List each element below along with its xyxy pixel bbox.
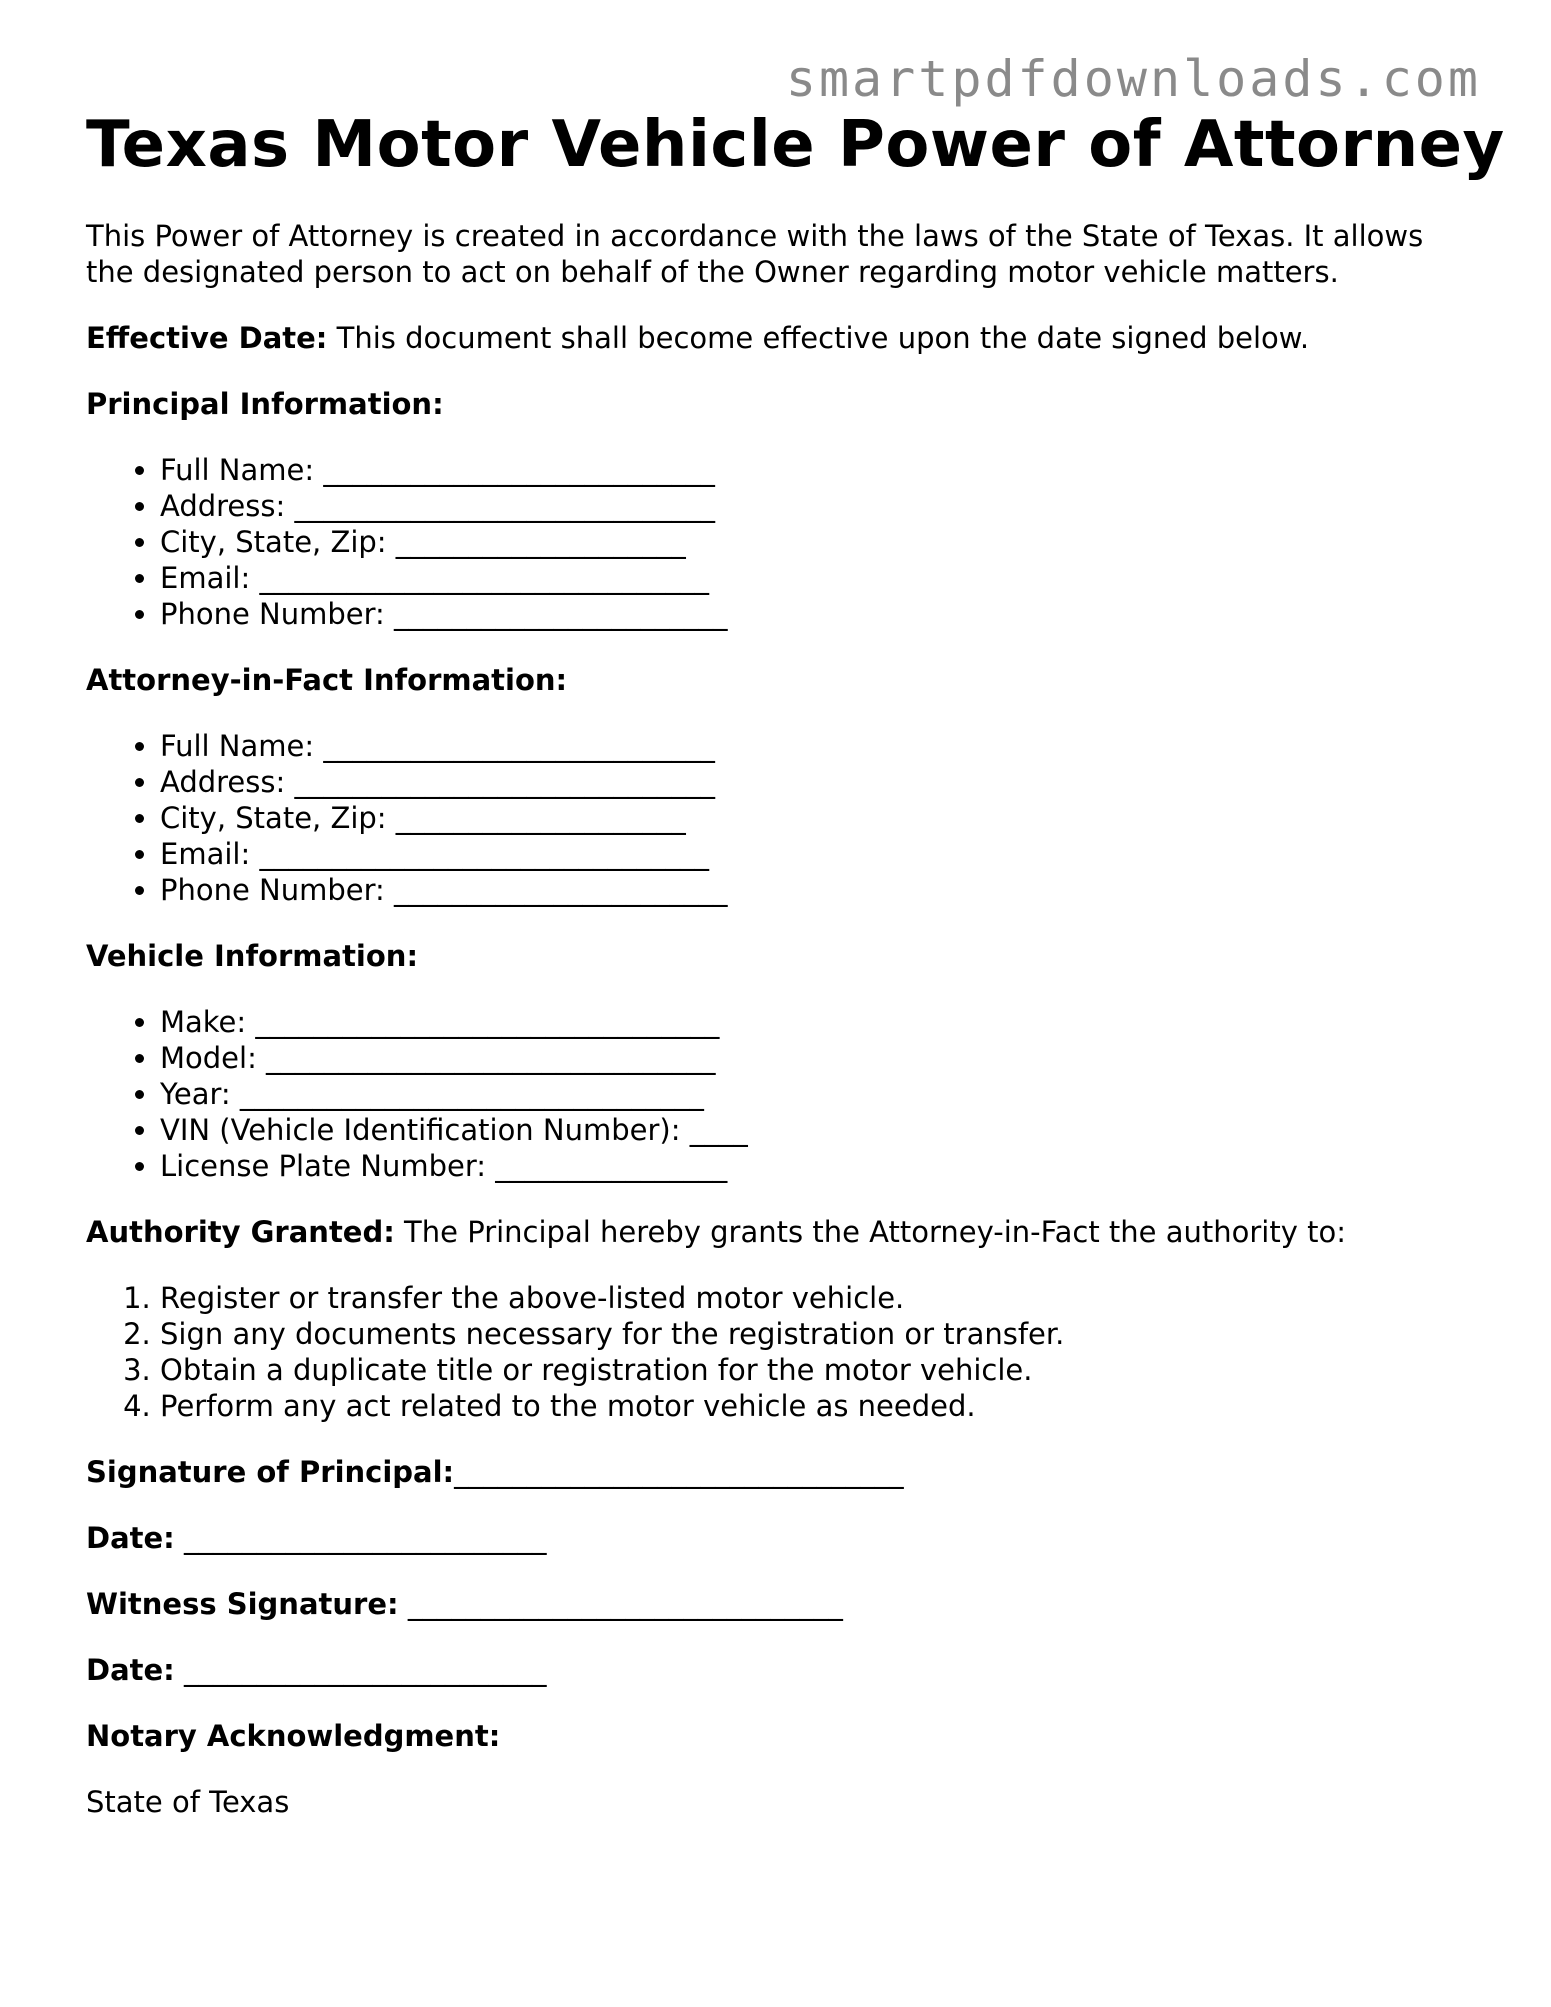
principal-city-state-zip-field: • City, State, Zip: ____________________ — [160, 524, 1426, 560]
principal-full-name-field: • Full Name: ___________________________ — [160, 452, 1426, 488]
principal-phone-field: • Phone Number: _______________________ — [160, 596, 1426, 632]
attorney-city-state-zip-field: • City, State, Zip: ____________________ — [160, 800, 1426, 836]
authority-paragraph — [86, 1214, 1426, 1250]
notary-state: State of Texas — [86, 1785, 290, 1819]
vehicle-make-field: • Make: ________________________________ — [160, 1004, 1426, 1040]
intro-paragraph: This Power of Attorney is created in accordance with the laws of the State of Texas. It allows the designated person to act on behalf of the Owner regarding motor vehicle matters. — [86, 219, 1424, 289]
authority-item: 2. Sign any documents necessary for the registration or transfer. — [160, 1316, 1426, 1352]
effective-date-text: This document shall become effective upon the date signed below. — [327, 321, 1310, 355]
vehicle-vin-field: • VIN (Vehicle Identification Number): ____ — [160, 1112, 1426, 1148]
vehicle-heading — [86, 938, 1426, 974]
principal-fields — [86, 452, 1426, 632]
authority-item: 3. Obtain a duplicate title or registration for the motor vehicle. — [160, 1352, 1426, 1388]
document-title: Texas Motor Vehicle Power of Attorney — [86, 108, 1505, 182]
principal-date-label: Date: — [86, 1521, 175, 1555]
principal-address-field: • Address: _____________________________ — [160, 488, 1426, 524]
witness-date-blank: _________________________ — [174, 1653, 547, 1687]
authority-item: 1. Register or transfer the above-listed motor vehicle. — [160, 1280, 1426, 1316]
authority-list — [86, 1280, 1426, 1424]
authority-text: The Principal hereby grants the Attorney-in-Fact the authority to: — [394, 1215, 1346, 1249]
principal-date-blank: _________________________ — [174, 1521, 547, 1555]
witness-signature-line — [86, 1586, 1426, 1622]
witness-date-label: Date: — [86, 1653, 175, 1687]
vehicle-heading-text: Vehicle Information: — [86, 939, 419, 973]
vehicle-license-plate-field: • License Plate Number: ________________ — [160, 1148, 1426, 1184]
vehicle-model-field: • Model: _______________________________ — [160, 1040, 1426, 1076]
attorney-fields — [86, 728, 1426, 908]
principal-heading-text: Principal Information: — [86, 387, 444, 421]
witness-signature-blank: ______________________________ — [398, 1587, 843, 1621]
principal-heading — [86, 386, 1426, 422]
authority-label: Authority Granted: — [86, 1215, 395, 1249]
attorney-heading-text: Attorney-in-Fact Information: — [86, 663, 568, 697]
vehicle-fields — [86, 1004, 1426, 1184]
effective-date-paragraph — [86, 320, 1426, 356]
notary-heading — [86, 1718, 1426, 1754]
attorney-full-name-field: • Full Name: ___________________________ — [160, 728, 1426, 764]
principal-email-field: • Email: _______________________________ — [160, 560, 1426, 596]
principal-signature-label: Signature of Principal: — [86, 1455, 455, 1489]
attorney-address-field: • Address: _____________________________ — [160, 764, 1426, 800]
principal-date-line — [86, 1520, 1426, 1556]
authority-item: 4. Perform any act related to the motor vehicle as needed. — [160, 1388, 1426, 1424]
principal-signature-blank: _______________________________ — [454, 1455, 904, 1489]
witness-date-line — [86, 1652, 1426, 1688]
document-body — [86, 218, 1426, 1850]
watermark: smartpdfdownloads.com — [785, 50, 1481, 108]
principal-signature-line — [86, 1454, 1426, 1490]
vehicle-year-field: • Year: ________________________________ — [160, 1076, 1426, 1112]
attorney-phone-field: • Phone Number: _______________________ — [160, 872, 1426, 908]
notary-heading-text: Notary Acknowledgment: — [86, 1719, 501, 1753]
witness-signature-label: Witness Signature: — [86, 1587, 399, 1621]
attorney-heading — [86, 662, 1426, 698]
attorney-email-field: • Email: _______________________________ — [160, 836, 1426, 872]
effective-date-label: Effective Date: — [86, 321, 328, 355]
